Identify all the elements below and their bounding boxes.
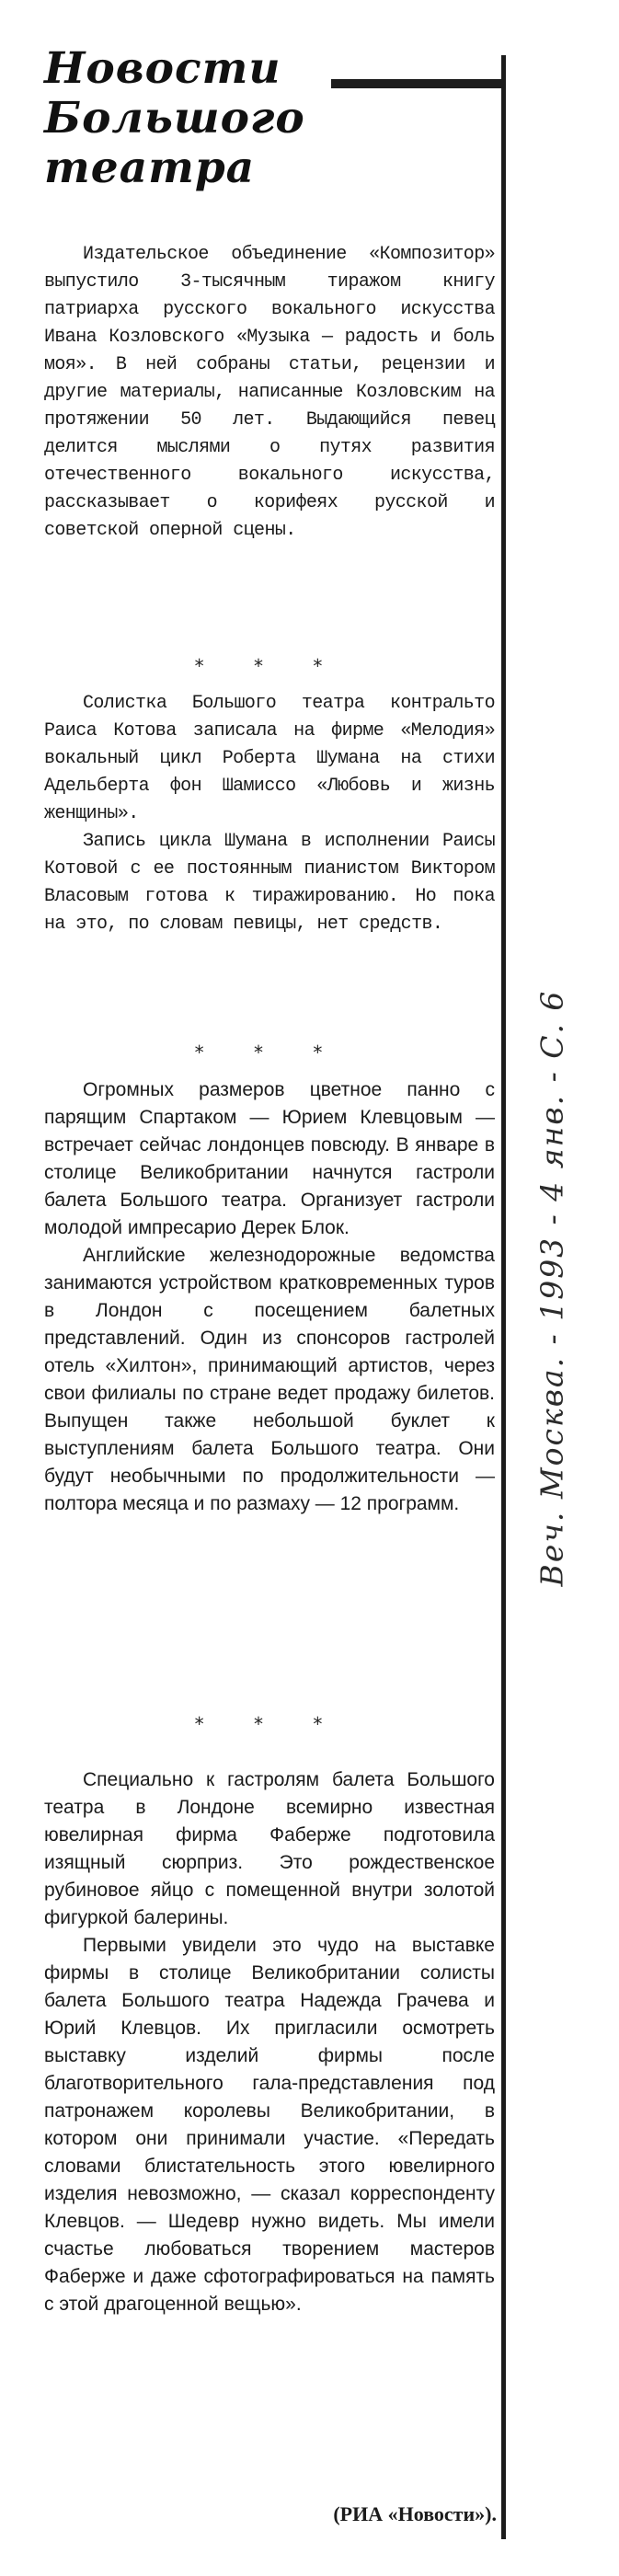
paragraph: Солистка Большого театра контральто Раиса Котова записала на фирме «Мелодия» вокальный цикл Роберта Шумана на стихи Адельберта фон Шамиссо «Любовь и жизнь женщины». [44,693,495,824]
headline-rule [331,79,504,88]
paragraph: Запись цикла Шумана в исполнении Раисы Котовой с ее постоянным пианистом Виктором Власовым готова к тиражированию. Но пока на это, по словам певицы, нет средств. [44,831,495,935]
headline-line-3: театра [44,143,256,193]
paragraph: Огромных размеров цветное панно с парящим Спартаком — Юрием Клевцовым — встречает сейчас лондонцев повсюду. В январе в столице Великобритании начнутся гастроли балета Большого театра. Организует гастроли молодой импресарио Дерек Блок. [44,1079,495,1238]
news-item-4 [44,1766,495,2318]
headline-line-2: Большого [44,93,305,144]
headline-line-1: Новости [44,43,281,94]
news-item-3 [44,1076,495,1518]
news-item-1 [44,241,495,545]
paragraph: Английские железнодорожные ведомства занимаются устройством кратковременных туров в Лондон с посещением балетных представлений. Один из спонсоров гастролей отель «Хилтон», принимающий артистов, через свои филиалы по стране ведет продажу билетов. Выпущен также небольшой буклет к выступлениям балета Большого театра. Они будут необычными по продолжительности — полтора месяца и по размаху — 12 программ. [44,1245,495,1514]
source-credit: (РИА «Новости»). [333,2502,497,2525]
headline [44,44,495,193]
paragraph: Специально к гастролям балета Большого театра в Лондоне всемирно известная ювелирная фирма Фаберже подготовила изящный сюрприз. Это рождественское рубиновое яйцо с помещенной внутри золотой фигуркой балерины. [44,1769,495,1928]
section-separator: * * * [194,1713,345,1735]
column-rule [501,55,506,2539]
section-separator: * * * [194,1041,345,1064]
paragraph: Издательское объединение «Композитор» выпустило 3-тысячным тиражом книгу патриарха русского вокального искусства Ивана Козловского «Музыка — радость и боль моя». В ней собраны статьи, рецензии и другие материалы, написанные Козловским на протяжении 50 лет. Выдающийся певец делится мыслями о путях развития отечественного вокального искусства, рассказывает о корифеях русской и советской оперной сцены. [44,244,495,541]
news-item-2 [44,690,495,938]
paragraph: Первыми увидели это чудо на выставке фирмы в столице Великобритании солисты балета Большого театра Надежда Грачева и Юрий Клевцов. Их пригласили осмотреть выставку изделий фирмы после благотворительного гала-представления под патронажем королевы Великобритании, в котором они принимали участие. «Передать словами блистательность этого ювелирного изделия невозможно, — сказал корреспонденту Клевцов. — Шедевр нужно видеть. Мы имели счастье любоваться творением мастеров Фаберже и даже сфотографироваться на память с этой драгоценной вещью». [44,1935,495,2315]
handwritten-note: Веч. Москва. - 1993 - 4 янв. - С. 6 [533,989,570,1587]
section-separator: * * * [194,655,345,677]
